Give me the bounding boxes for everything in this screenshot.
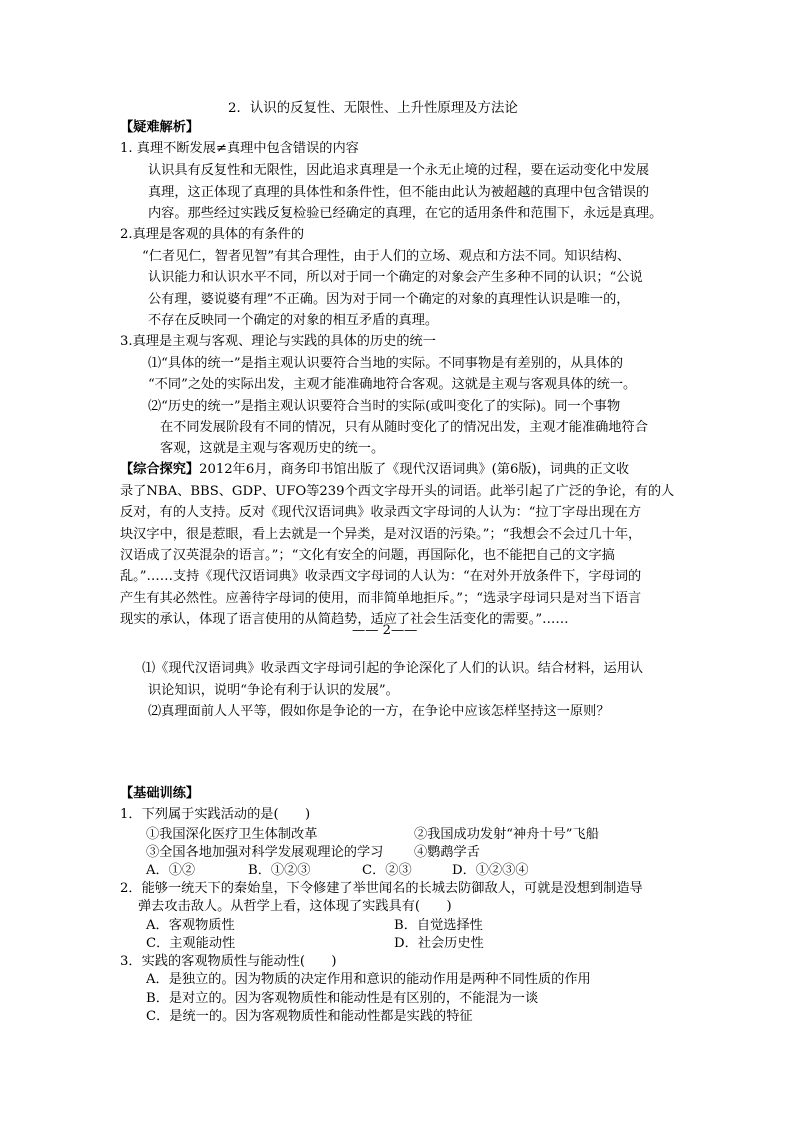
q2-stem: 弹去攻击敌人。从哲学上看，这体现了实践具有( ) (138, 899, 452, 914)
doubt-1-line: 认识具有反复性和无限性，因此追求真理是一个永无止境的过程，要在运动变化中发展 (148, 163, 650, 178)
q2-choice-c: C．主观能动性 (146, 936, 236, 951)
inquiry-line: 汉语成了汉英混杂的语言。”；“文化有安全的问题，再国际化，也不能把自己的文字搞 (120, 548, 615, 563)
inquiry-first-line (120, 461, 629, 479)
q1-option: ③全国各地加强对科学发展观理论的学习 (146, 845, 384, 860)
q1-option: ②我国成功发射“神舟十号”飞船 (414, 827, 599, 842)
q3-choice-b: B．是对立的。因为客观物质性和能动性是有区别的，不能混为一谈 (146, 991, 539, 1006)
doubt-1-title: 1. 真理不断发展≠真理中包含错误的内容 (120, 141, 359, 156)
page-title: 2．认识的反复性、无限性、上升性原理及方法论 (228, 101, 518, 116)
doubt-3-line: “不同”之处的实际出发，主观才能准确地符合客观。这就是主观与客观具体的统一。 (148, 377, 637, 392)
q2-choice-d: D．社会历史性 (394, 936, 484, 951)
inquiry-line: 录了NBA、BBS、GDP、UFO等239个西文字母开头的词语。此举引起了广泛的争论，有的人 (120, 484, 675, 499)
doubts-heading: 【疑难解析】 (120, 120, 200, 135)
q3-choice-a: A．是独立的。因为物质的决定作用和意识的能动作用是两种不同性质的作用 (146, 972, 591, 987)
doubt-2-line: “仁者见仁，智者见智”有其合理性，由于人们的立场、观点和方法不同。知识结构、 (142, 249, 631, 264)
q2-choice-b: B．自觉选择性 (394, 918, 483, 933)
doubt-1-line: 真理，这正体现了真理的具体性和条件性，但不能由此认为被超越的真理中包含错误的 (148, 185, 650, 200)
inquiry-line: 产生有其必然性。应善待字母词的使用，而非简单地拒斥。”；“选录字母词只是对当下语言 (120, 591, 642, 606)
q2-stem: 2．能够一统天下的秦始皇，下令修建了举世闻名的长城去防御敌人，可就是没想到制造导 (120, 881, 643, 896)
doubt-2-title: 2.真理是客观的具体的有条件的 (120, 227, 305, 242)
training-heading: 【基础训练】 (120, 786, 200, 801)
page-number: —— 2—— (352, 623, 418, 638)
doubt-3-line: 在不同发展阶段有不同的情况，只有从随时变化了的情况出发，主观才能准确地符合 (160, 420, 648, 435)
q1-choice-d: D．①②③④ (452, 863, 529, 878)
doubt-3-line: ⑴“具体的统一”是指主观认识要符合当地的实际。不同事物是有差别的，从具体的 (148, 356, 624, 371)
q1-option: ①我国深化医疗卫生体制改革 (146, 827, 318, 842)
inquiry-line: 现实的承认，体现了语言使用的从简趋势，适应了社会生活变化的需要。”…… (120, 612, 569, 627)
inquiry-text: 2012年6月，商务印书馆出版了《现代汉语词典》(第6版)，词典的正文收 (199, 462, 630, 477)
inquiry-line: 乱。”……支持《现代汉语词典》收录西文字母词的人认为：“在对外开放条件下，字母词的 (120, 569, 642, 584)
inquiry-question: ⑴《现代汉语词典》收录西文字母词引起的争论深化了人们的认识。结合材料，运用认 (142, 661, 644, 676)
doubt-3-title: 3.真理是主观与客观、理论与实践的具体的历史的统一 (120, 334, 436, 349)
doubt-2-line: 公有理，婆说婆有理”不正确。因为对于同一个确定的对象的真理性认识是唯一的， (148, 292, 630, 307)
inquiry-line: 块汉字中，很是惹眼，看上去就是一个异类，是对汉语的污染。”；“我想会不会过几十年， (120, 527, 642, 542)
doubt-1-line: 内容。那些经过实践反复检验已经确定的真理，在它的适用条件和范围下，永远是真理。 (148, 206, 663, 221)
inquiry-line: 反对，有的人支持。反对《现代汉语词典》收录西文字母词的人认为：“拉丁字母出现在方 (120, 505, 642, 520)
q1-choice-b: B．①②③ (248, 863, 311, 878)
inquiry-heading: 【综合探究】 (120, 462, 200, 477)
q2-choice-a: A．客观物质性 (146, 918, 235, 933)
q3-stem: 3．实践的客观物质性与能动性( ) (120, 954, 337, 969)
q1-option: ④鹦鹉学舌 (414, 845, 480, 860)
q1-choice-a: A．①② (146, 863, 196, 878)
doubt-3-line: ⑵“历史的统一”是指主观认识要符合当时的实际(或叫变化了的实际)。同一个事物 (148, 399, 621, 414)
inquiry-question: ⑵真理面前人人平等，假如你是争论的一方，在争论中应该怎样坚持这一原则？ (148, 704, 610, 719)
q3-choice-c: C．是统一的。因为客观物质性和能动性都是实践的特征 (146, 1009, 473, 1024)
q1-choice-c: C．②③ (362, 863, 412, 878)
doubt-3-line: 客观，这就是主观与客观历史的统一。 (160, 441, 385, 456)
inquiry-question: 识论知识，说明“争论有利于认识的发展”。 (148, 683, 399, 698)
doubt-2-line: 不存在反映同一个确定的对象的相互矛盾的真理。 (148, 313, 439, 328)
q1-stem: 1．下列属于实践活动的是( ) (120, 807, 311, 822)
doubt-2-line: 认识能力和认识水平不同，所以对于同一个确定的对象会产生多种不同的认识；“公说 (148, 270, 643, 285)
